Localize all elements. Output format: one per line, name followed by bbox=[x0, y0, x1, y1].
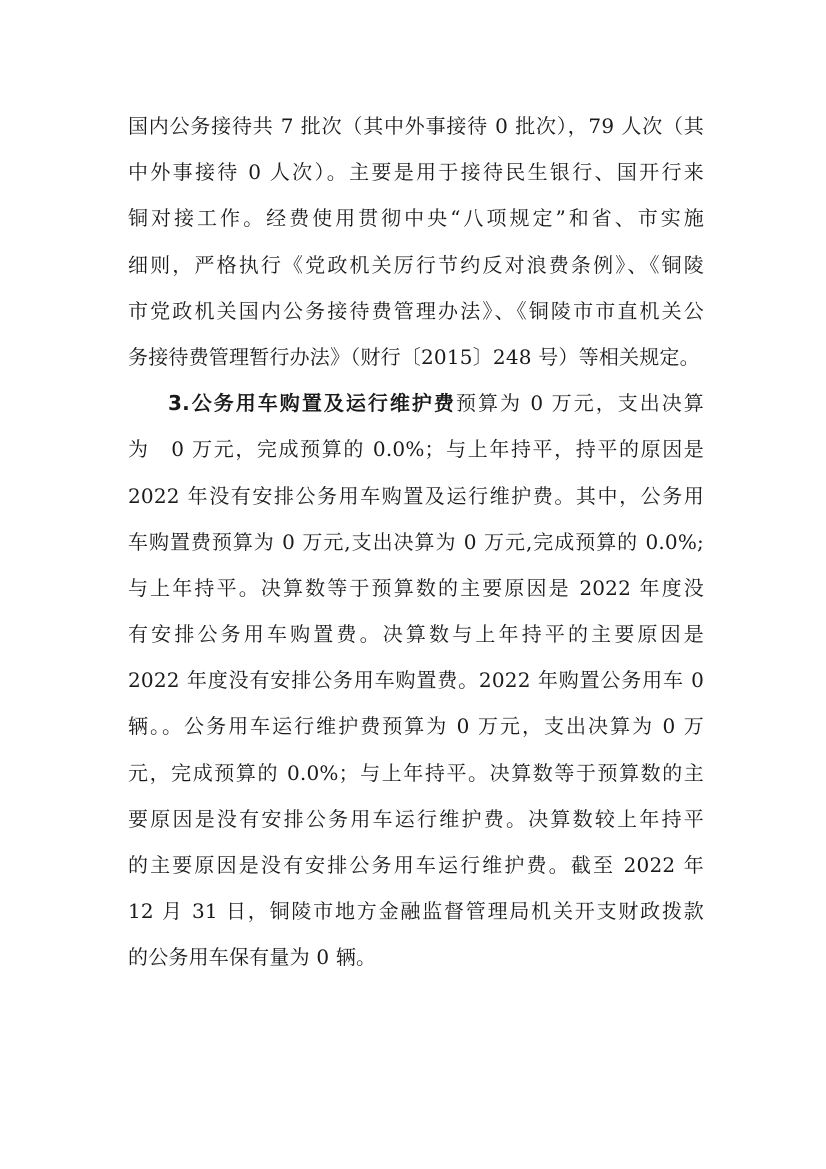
text-line: 元，完成预算的 0.0%；与上年持平。决算数等于预算数的主 bbox=[128, 760, 704, 785]
text-line: 有安排公务用车购置费。决算数与上年持平的主要原因是 bbox=[128, 622, 704, 647]
text-line: 辆。。公务用车运行维护费预算为 0 万元，支出决算为 0 万 bbox=[128, 714, 704, 739]
document-body bbox=[128, 103, 704, 981]
text-line: 车购置费预算为 0 万元,支出决算为 0 万元,完成预算的 0.0%; bbox=[128, 529, 704, 554]
text-line: 要原因是没有安排公务用车运行维护费。决算数较上年持平 bbox=[128, 806, 704, 831]
text-line: 市党政机关国内公务接待费管理办法》、《铜陵市市直机关公 bbox=[128, 298, 704, 323]
text-line: 细则，严格执行《党政机关厉行节约反对浪费条例》、《铜陵 bbox=[128, 252, 704, 277]
text-line: 12 月 31 日，铜陵市地方金融监督管理局机关开支财政拨款 bbox=[128, 899, 704, 924]
section-heading: 3.公务用车购置及运行维护费 bbox=[168, 391, 456, 416]
text-line: 的主要原因是没有安排公务用车运行维护费。截至 2022 年 bbox=[128, 853, 704, 877]
text-line: 国内公务接待共 7 批次（其中外事接待 0 批次），79 人次（其 bbox=[128, 114, 704, 138]
text-line: 铜对接工作。经费使用贯彻中央“八项规定”和省、市实施 bbox=[128, 206, 704, 231]
text-line: 与上年持平。决算数等于预算数的主要原因是 2022 年度没 bbox=[128, 575, 704, 600]
text-line: 2022 年度没有安排公务用车购置费。2022 年购置公务用车 0 bbox=[128, 668, 704, 693]
text-line: 为 0 万元，完成预算的 0.0%；与上年持平，持平的原因是 bbox=[128, 437, 704, 462]
text-line: 2022 年没有安排公务用车购置及运行维护费。其中，公务用 bbox=[128, 483, 704, 508]
paragraph-vehicles bbox=[128, 380, 704, 980]
text-run: 预算为 0 万元，支出决算 bbox=[455, 391, 704, 416]
paragraph-reception bbox=[128, 103, 704, 380]
text-line: 的公务用车保有量为 0 辆。 bbox=[128, 945, 377, 970]
text-line-first bbox=[128, 380, 704, 426]
text-line: 务接待费管理暂行办法》（财行〔2015〕248 号）等相关规定。 bbox=[128, 344, 700, 369]
text-line: 中外事接待 0 人次）。主要是用于接待民生银行、国开行来 bbox=[128, 160, 704, 185]
